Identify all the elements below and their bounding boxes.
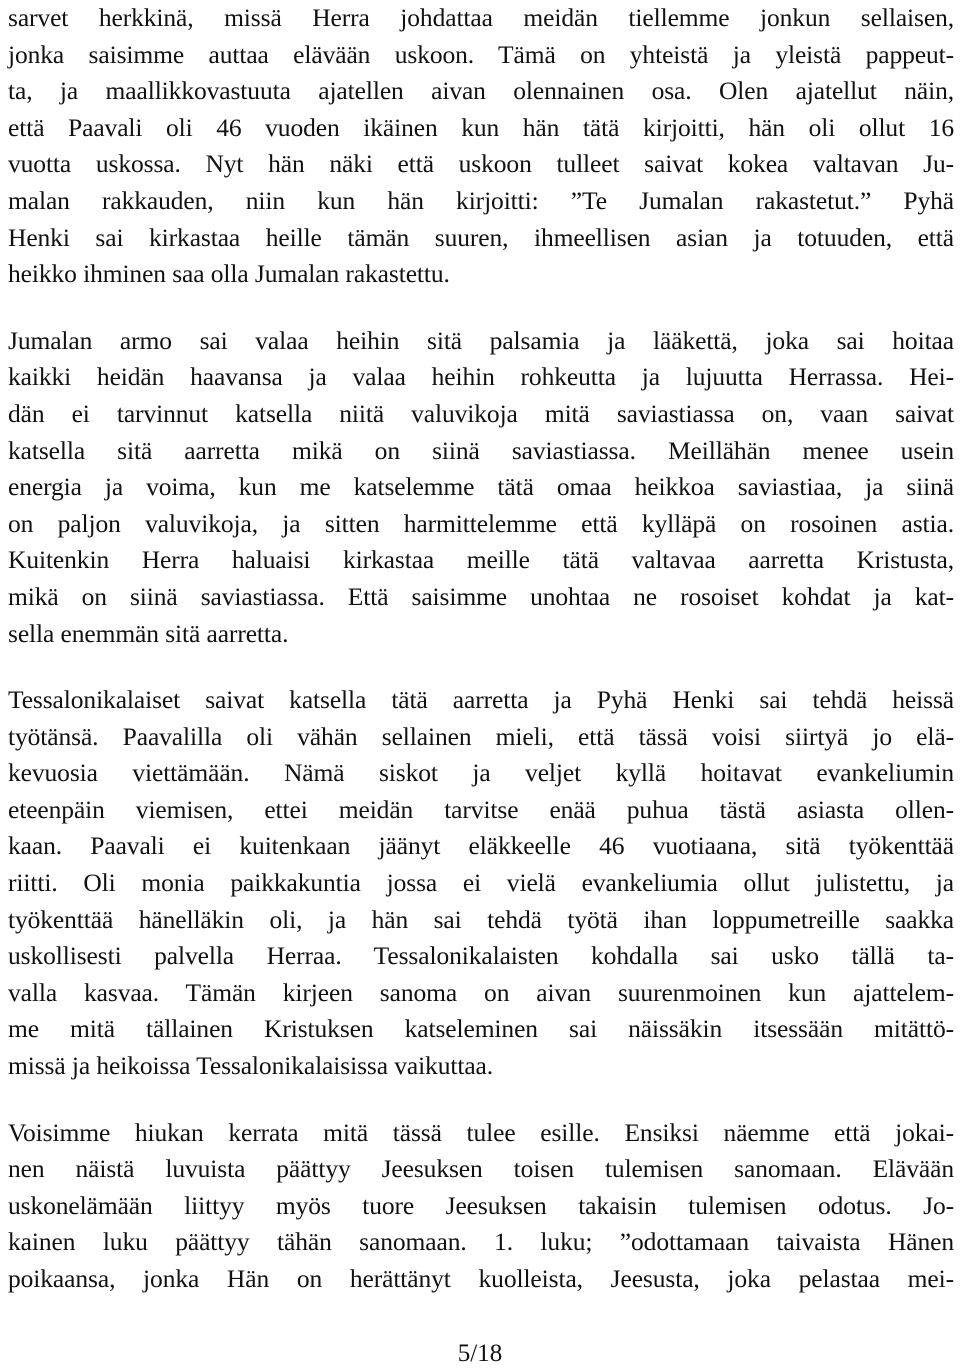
text-line: kaan. Paavali ei kuitenkaan jäänyt eläkkeelle 46 vuotiaana, sitä työkenttää	[8, 831, 954, 861]
text-line: työtänsä. Paavalilla oli vähän sellainen mieli, että tässä voisi siirtyä jo elä-	[8, 721, 954, 751]
paragraph-spacer	[8, 652, 954, 682]
text-line: sella enemmän sitä aarretta.	[8, 618, 289, 648]
text-line: uskonelämään liittyy myös tuore Jeesuksen takaisin tulemisen odotus. Jo-	[8, 1190, 954, 1220]
paragraph-1	[8, 0, 954, 293]
text-line: vuotta uskossa. Nyt hän näki että uskoon tulleet saivat kokea valtavan Ju-	[8, 149, 954, 179]
text-line: poikaansa, jonka Hän on herättänyt kuolleista, Jeesusta, joka pelastaa mei-	[8, 1264, 954, 1293]
paragraph-3	[8, 682, 954, 1085]
text-line: energia ja voima, kun me katselemme tätä omaa heikkoa saviastiaa, ja siinä	[8, 472, 954, 502]
document-page	[8, 0, 954, 1298]
page-number: 5/18	[457, 1340, 503, 1367]
text-line: Voisimme hiukan kerrata mitä tässä tulee esille. Ensiksi näemme että jokai-	[8, 1117, 954, 1147]
text-line: me mitä tällainen Kristuksen katseleminen sai näissäkin itsessään mitättö-	[8, 1014, 954, 1044]
paragraph-spacer	[8, 293, 954, 323]
text-line: dän ei tarvinnut katsella niitä valuvikoja mitä saviastiassa on, vaan saivat	[8, 398, 954, 428]
text-line: ta, ja maallikkovastuuta ajatellen aivan olennainen osa. Olen ajatellut näin,	[8, 76, 954, 106]
text-line: valla kasvaa. Tämän kirjeen sanoma on aivan suurenmoinen kun ajattelem-	[8, 977, 954, 1007]
paragraph-4	[8, 1115, 954, 1298]
text-line: missä ja heikoissa Tessalonikalaisissa vaikuttaa.	[8, 1051, 494, 1081]
text-line: uskollisesti palvella Herraa. Tessalonikalaisten kohdalla sai usko tällä ta-	[8, 941, 954, 971]
text-line: on paljon valuvikoja, ja sitten harmittelemme että kylläpä on rosoinen astia.	[8, 508, 954, 538]
text-line: sarvet herkkinä, missä Herra johdattaa meidän tiellemme jonkun sellaisen,	[8, 3, 954, 32]
text-line: kevuosia viettämään. Nämä siskot ja veljet kyllä hoitavat evankeliumin	[8, 758, 954, 788]
text-line: malan rakkauden, niin kun hän kirjoitti: ”Te Jumalan rakastetut.” Pyhä	[8, 185, 954, 215]
text-line: riitti. Oli monia paikkakuntia jossa ei vielä evankeliumia ollut julistettu, ja	[8, 868, 954, 898]
text-line: Henki sai kirkastaa heille tämän suuren, ihmeellisen asian ja totuuden, että	[8, 222, 954, 252]
text-line: kainen luku päättyy tähän sanomaan. 1. luku; ”odottamaan taivaista Hänen	[8, 1227, 954, 1257]
paragraph-spacer	[8, 1085, 954, 1115]
text-line: Kuitenkin Herra haluaisi kirkastaa meille tätä valtavaa aarretta Kristusta,	[8, 545, 954, 575]
text-line: työkenttää hänelläkin oli, ja hän sai tehdä työtä ihan loppumetreille saakka	[8, 904, 954, 934]
text-line: nen näistä luvuista päättyy Jeesuksen toisen tulemisen sanomaan. Elävään	[8, 1154, 954, 1184]
text-line: katsella sitä aarretta mikä on siinä saviastiassa. Meillähän menee usein	[8, 435, 954, 465]
text-line: Tessalonikalaiset saivat katsella tätä aarretta ja Pyhä Henki sai tehdä heissä	[8, 685, 954, 715]
paragraph-2	[8, 323, 954, 652]
text-line: mikä on siinä saviastiassa. Että saisimme unohtaa ne rosoiset kohdat ja kat-	[8, 581, 954, 611]
text-line: kaikki heidän haavansa ja valaa heihin rohkeutta ja lujuutta Herrassa. Hei-	[8, 362, 954, 392]
text-line: jonka saisimme auttaa elävään uskoon. Tämä on yhteistä ja yleistä pappeut-	[8, 39, 954, 69]
text-line: Jumalan armo sai valaa heihin sitä palsamia ja lääkettä, joka sai hoitaa	[8, 325, 954, 355]
text-line: että Paavali oli 46 vuoden ikäinen kun hän tätä kirjoitti, hän oli ollut 16	[8, 112, 954, 142]
text-line: heikko ihminen saa olla Jumalan rakastettu.	[8, 259, 450, 289]
text-line: eteenpäin viemisen, ettei meidän tarvitse enää puhua tästä asiasta ollen-	[8, 794, 954, 824]
